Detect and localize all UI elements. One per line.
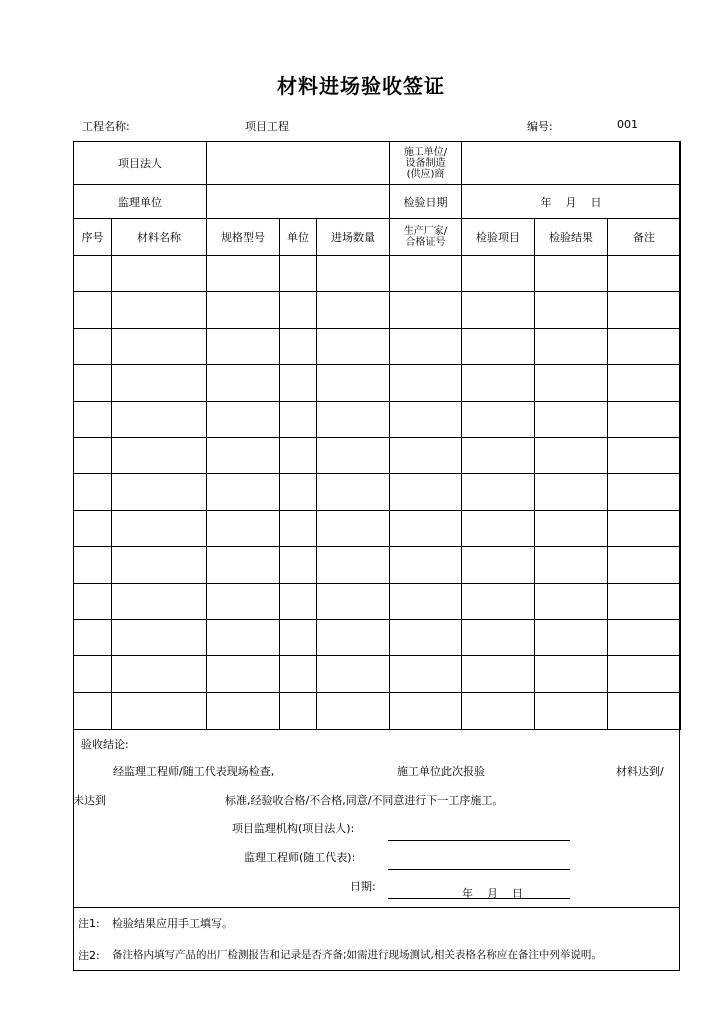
col-header-spec: 规格型号 bbox=[207, 219, 280, 256]
cell-quantity[interactable] bbox=[317, 328, 390, 364]
cell-remarks[interactable] bbox=[608, 583, 681, 619]
cell-manufacturer[interactable] bbox=[390, 474, 462, 510]
table-row bbox=[74, 619, 681, 655]
legal-person-field[interactable] bbox=[207, 142, 390, 185]
cell-spec[interactable] bbox=[207, 510, 280, 546]
project-name-value: 项目工程 bbox=[245, 120, 289, 133]
cell-inspection-result[interactable] bbox=[535, 692, 608, 729]
cell-inspection-item[interactable] bbox=[462, 692, 535, 729]
cell-unit[interactable] bbox=[280, 619, 317, 655]
cell-remarks[interactable] bbox=[608, 256, 681, 292]
col-header-material: 材料名称 bbox=[112, 219, 207, 256]
table-row bbox=[74, 547, 681, 583]
cell-remarks[interactable] bbox=[608, 365, 681, 401]
table-row bbox=[74, 256, 681, 292]
cell-manufacturer[interactable] bbox=[390, 510, 462, 546]
cell-unit[interactable] bbox=[280, 656, 317, 692]
table-row bbox=[74, 692, 681, 729]
cell-manufacturer[interactable] bbox=[390, 437, 462, 473]
supervision-unit-label: 监理单位 bbox=[74, 185, 207, 219]
cell-material[interactable] bbox=[112, 292, 207, 328]
cell-spec[interactable] bbox=[207, 256, 280, 292]
cell-manufacturer[interactable] bbox=[390, 328, 462, 364]
cell-inspection-item[interactable] bbox=[462, 328, 535, 364]
supervision-unit-field[interactable] bbox=[207, 185, 390, 219]
table-row bbox=[74, 583, 681, 619]
cell-manufacturer[interactable] bbox=[390, 619, 462, 655]
cell-unit[interactable] bbox=[280, 583, 317, 619]
cell-spec[interactable] bbox=[207, 474, 280, 510]
cell-inspection-result[interactable] bbox=[535, 619, 608, 655]
cell-manufacturer[interactable] bbox=[390, 365, 462, 401]
table-row bbox=[74, 656, 681, 692]
cell-quantity[interactable] bbox=[317, 292, 390, 328]
inspection-date-field[interactable]: 年 月 日 bbox=[462, 185, 681, 219]
cell-inspection-result[interactable] bbox=[535, 510, 608, 546]
cell-remarks[interactable] bbox=[608, 437, 681, 473]
col-header-unit: 单位 bbox=[280, 219, 317, 256]
cell-inspection-result[interactable] bbox=[535, 547, 608, 583]
cell-index[interactable] bbox=[74, 328, 112, 364]
cell-remarks[interactable] bbox=[608, 656, 681, 692]
note-1-label: 注1: bbox=[78, 917, 100, 930]
cell-spec[interactable] bbox=[207, 583, 280, 619]
cell-index[interactable] bbox=[74, 365, 112, 401]
cell-inspection-item[interactable] bbox=[462, 256, 535, 292]
cell-spec[interactable] bbox=[207, 692, 280, 729]
conclusion-text-1b: 施工单位此次报验 bbox=[397, 765, 485, 778]
cell-unit[interactable] bbox=[280, 256, 317, 292]
cell-inspection-item[interactable] bbox=[462, 619, 535, 655]
cell-inspection-result[interactable] bbox=[535, 328, 608, 364]
cell-inspection-item[interactable] bbox=[462, 656, 535, 692]
supervision-org-signature-label: 项目监理机构(项目法人): bbox=[232, 822, 355, 835]
table-body bbox=[74, 256, 681, 730]
engineer-signature-line[interactable] bbox=[388, 869, 570, 870]
contractor-label bbox=[390, 142, 462, 185]
cell-unit[interactable] bbox=[280, 437, 317, 473]
contractor-label-line: 施工单位/ bbox=[403, 146, 448, 158]
cell-manufacturer[interactable] bbox=[390, 656, 462, 692]
cell-manufacturer[interactable] bbox=[390, 256, 462, 292]
cell-index[interactable] bbox=[74, 401, 112, 437]
cell-spec[interactable] bbox=[207, 401, 280, 437]
table-row bbox=[74, 292, 681, 328]
cell-quantity[interactable] bbox=[317, 256, 390, 292]
conclusion-text-1c: 材料达到/ bbox=[616, 765, 664, 778]
cell-index[interactable] bbox=[74, 692, 112, 729]
cell-manufacturer[interactable] bbox=[390, 547, 462, 583]
cell-inspection-result[interactable] bbox=[535, 656, 608, 692]
cell-spec[interactable] bbox=[207, 547, 280, 583]
cell-material[interactable] bbox=[112, 692, 207, 729]
table-row bbox=[74, 328, 681, 364]
cell-spec[interactable] bbox=[207, 328, 280, 364]
cell-spec[interactable] bbox=[207, 365, 280, 401]
contractor-label-line: (供应)商 bbox=[406, 168, 445, 180]
contractor-label-line: 设备制造 bbox=[405, 157, 446, 169]
cell-manufacturer[interactable] bbox=[390, 583, 462, 619]
cell-index[interactable] bbox=[74, 619, 112, 655]
note-2-label: 注2: bbox=[78, 949, 100, 962]
cell-material[interactable] bbox=[112, 328, 207, 364]
cell-quantity[interactable] bbox=[317, 510, 390, 546]
cell-inspection-item[interactable] bbox=[462, 474, 535, 510]
cell-inspection-item[interactable] bbox=[462, 583, 535, 619]
notes-divider bbox=[73, 907, 680, 908]
cell-material[interactable] bbox=[112, 510, 207, 546]
cell-remarks[interactable] bbox=[608, 328, 681, 364]
cell-unit[interactable] bbox=[280, 328, 317, 364]
col-header-quantity: 进场数量 bbox=[317, 219, 390, 256]
contractor-field[interactable] bbox=[462, 142, 681, 185]
cell-index[interactable] bbox=[74, 656, 112, 692]
cell-remarks[interactable] bbox=[608, 619, 681, 655]
cell-inspection-item[interactable] bbox=[462, 437, 535, 473]
cell-inspection-item[interactable] bbox=[462, 401, 535, 437]
supervision-org-signature-line[interactable] bbox=[388, 840, 570, 841]
cell-material[interactable] bbox=[112, 474, 207, 510]
table-row bbox=[74, 401, 681, 437]
form-number-label: 编号: bbox=[527, 120, 553, 133]
col-header-inspection-item: 检验项目 bbox=[462, 219, 535, 256]
cell-inspection-result[interactable] bbox=[535, 365, 608, 401]
cell-remarks[interactable] bbox=[608, 474, 681, 510]
cell-quantity[interactable] bbox=[317, 547, 390, 583]
inspection-date-label: 检验日期 bbox=[390, 185, 462, 219]
table-row bbox=[74, 365, 681, 401]
cell-material[interactable] bbox=[112, 437, 207, 473]
engineer-signature-label: 监理工程师(随工代表): bbox=[244, 851, 356, 864]
cell-spec[interactable] bbox=[207, 437, 280, 473]
cell-spec[interactable] bbox=[207, 656, 280, 692]
cell-unit[interactable] bbox=[280, 474, 317, 510]
cell-manufacturer[interactable] bbox=[390, 692, 462, 729]
cell-unit[interactable] bbox=[280, 401, 317, 437]
conclusion-text-1a: 经监理工程师/随工代表现场检查, bbox=[113, 765, 275, 778]
cell-spec[interactable] bbox=[207, 619, 280, 655]
cell-manufacturer[interactable] bbox=[390, 292, 462, 328]
cell-index[interactable] bbox=[74, 547, 112, 583]
form-table bbox=[73, 141, 681, 730]
cell-quantity[interactable] bbox=[317, 656, 390, 692]
cell-unit[interactable] bbox=[280, 292, 317, 328]
note-2-text: 备注格内填写产品的出厂检测报告和记录是否齐备;如需进行现场测试,相关表格名称应在备注中列举说明。 bbox=[112, 949, 602, 961]
cell-remarks[interactable] bbox=[608, 292, 681, 328]
date-value: 年 月 日 bbox=[462, 887, 523, 900]
cell-quantity[interactable] bbox=[317, 474, 390, 510]
cell-inspection-result[interactable] bbox=[535, 583, 608, 619]
cell-material[interactable] bbox=[112, 401, 207, 437]
cell-inspection-item[interactable] bbox=[462, 365, 535, 401]
cell-remarks[interactable] bbox=[608, 692, 681, 729]
cell-index[interactable] bbox=[74, 583, 112, 619]
date-line[interactable] bbox=[388, 898, 570, 899]
cell-inspection-result[interactable] bbox=[535, 401, 608, 437]
project-name-label: 工程名称: bbox=[82, 120, 130, 133]
cell-unit[interactable] bbox=[280, 547, 317, 583]
cell-material[interactable] bbox=[112, 656, 207, 692]
cell-inspection-result[interactable] bbox=[535, 437, 608, 473]
cell-quantity[interactable] bbox=[317, 365, 390, 401]
cell-quantity[interactable] bbox=[317, 401, 390, 437]
table-row bbox=[74, 474, 681, 510]
cell-unit[interactable] bbox=[280, 510, 317, 546]
table-row bbox=[74, 437, 681, 473]
cell-material[interactable] bbox=[112, 619, 207, 655]
cell-unit[interactable] bbox=[280, 365, 317, 401]
cell-manufacturer[interactable] bbox=[390, 401, 462, 437]
cell-material[interactable] bbox=[112, 365, 207, 401]
cell-inspection-item[interactable] bbox=[462, 292, 535, 328]
cell-remarks[interactable] bbox=[608, 547, 681, 583]
cell-quantity[interactable] bbox=[317, 692, 390, 729]
conclusion-text-2b: 标准,经验收合格/不合格,同意/不同意进行下一工序施工。 bbox=[225, 794, 504, 807]
manufacturer-header-line: 生产厂家/ bbox=[403, 226, 448, 237]
col-header-inspection-result: 检验结果 bbox=[535, 219, 608, 256]
cell-index[interactable] bbox=[74, 292, 112, 328]
cell-material[interactable] bbox=[112, 256, 207, 292]
cell-spec[interactable] bbox=[207, 292, 280, 328]
cell-remarks[interactable] bbox=[608, 510, 681, 546]
conclusion-label: 验收结论: bbox=[81, 738, 129, 751]
cell-quantity[interactable] bbox=[317, 583, 390, 619]
cell-inspection-item[interactable] bbox=[462, 547, 535, 583]
cell-quantity[interactable] bbox=[317, 437, 390, 473]
cell-inspection-result[interactable] bbox=[535, 292, 608, 328]
form-number-value: 001 bbox=[617, 118, 638, 131]
manufacturer-header-line: 合格证号 bbox=[405, 237, 446, 248]
date-label: 日期: bbox=[350, 880, 376, 893]
table-row bbox=[74, 510, 681, 546]
cell-inspection-item[interactable] bbox=[462, 510, 535, 546]
note-1-text: 检验结果应用手工填写。 bbox=[112, 917, 233, 930]
cell-inspection-result[interactable] bbox=[535, 474, 608, 510]
cell-material[interactable] bbox=[112, 583, 207, 619]
col-header-manufacturer bbox=[390, 219, 462, 256]
conclusion-text-2a: 未达到 bbox=[73, 794, 106, 807]
cell-unit[interactable] bbox=[280, 692, 317, 729]
col-header-remarks: 备注 bbox=[608, 219, 681, 256]
cell-index[interactable] bbox=[74, 256, 112, 292]
cell-index[interactable] bbox=[74, 510, 112, 546]
cell-index[interactable] bbox=[74, 437, 112, 473]
page-title: 材料进场验收签证 bbox=[277, 74, 445, 98]
cell-material[interactable] bbox=[112, 547, 207, 583]
legal-person-label: 项目法人 bbox=[74, 142, 207, 185]
cell-index[interactable] bbox=[74, 474, 112, 510]
cell-inspection-result[interactable] bbox=[535, 256, 608, 292]
cell-remarks[interactable] bbox=[608, 401, 681, 437]
cell-quantity[interactable] bbox=[317, 619, 390, 655]
col-header-index: 序号 bbox=[74, 219, 112, 256]
